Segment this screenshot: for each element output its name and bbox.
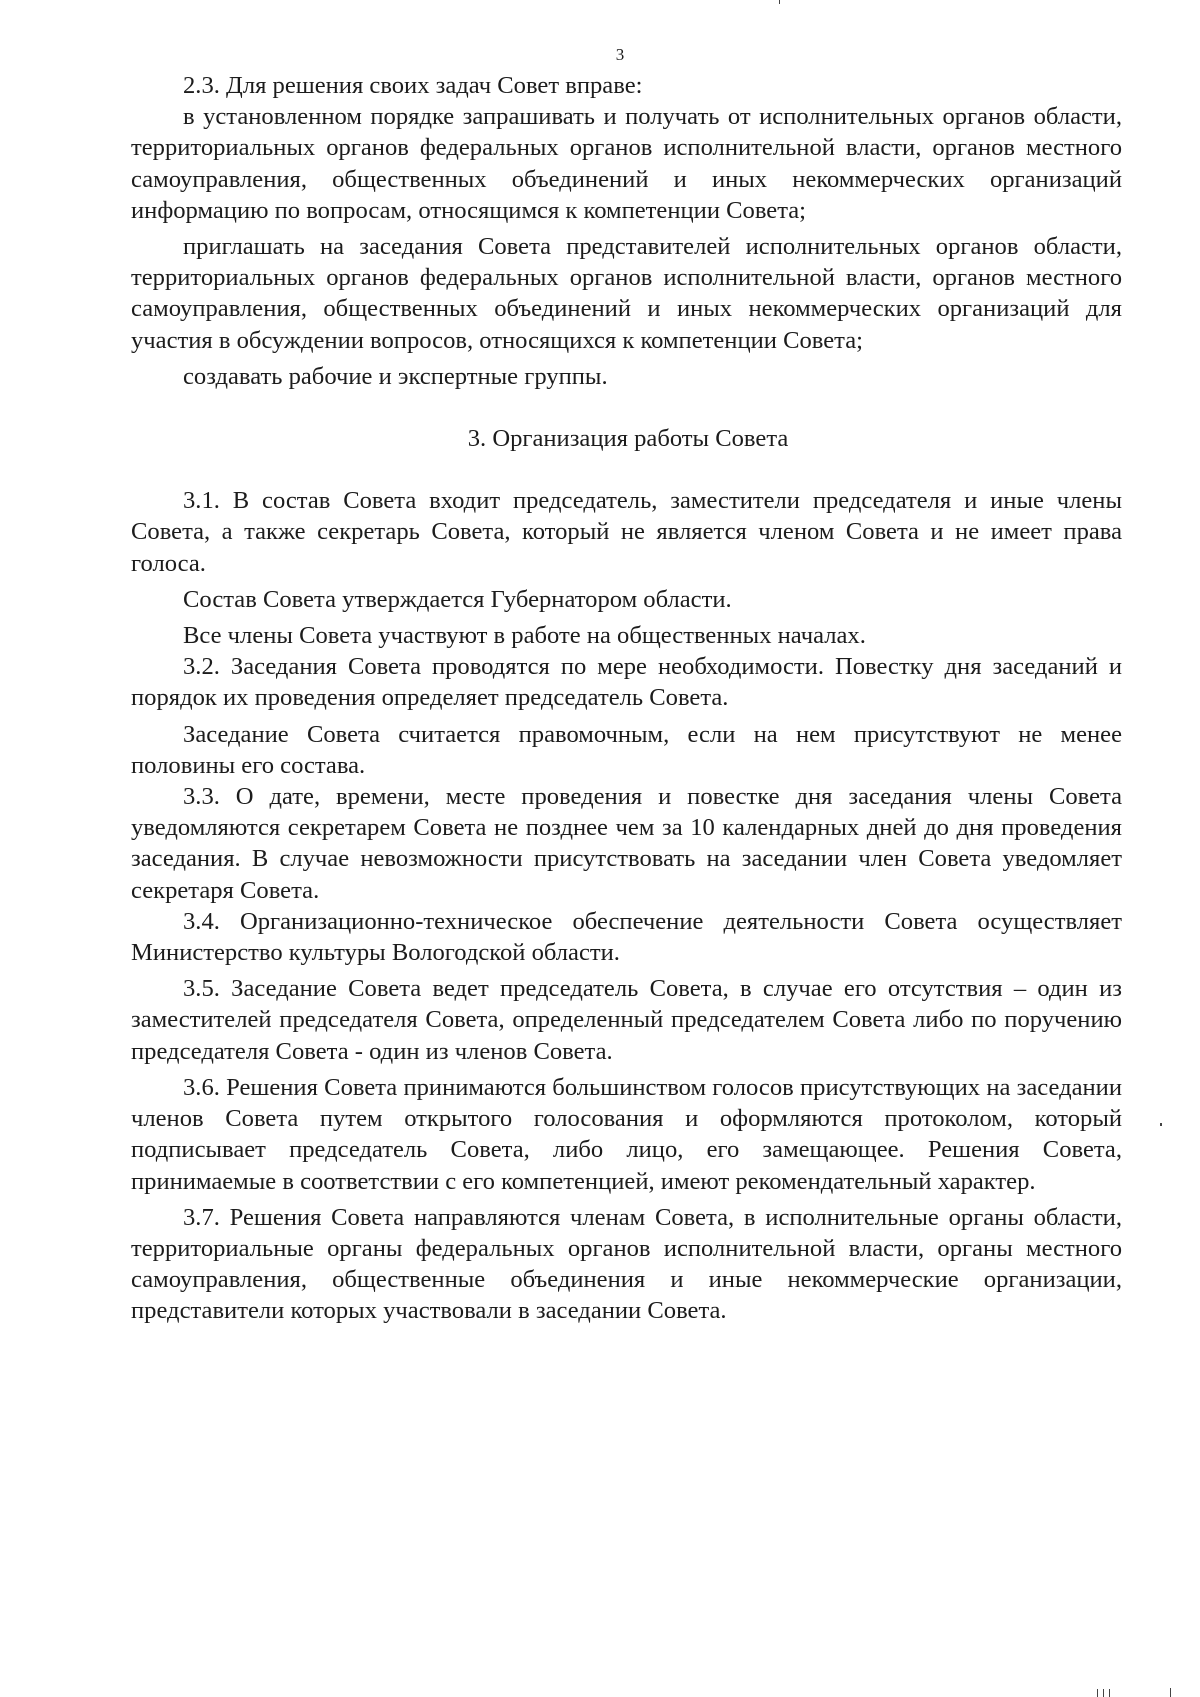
section-2-3-item: создавать рабочие и экспертные группы.: [183, 362, 608, 390]
section-2-3-item: в установленном порядке запрашивать и получать от исполнительных органов области, территориальных органов федеральных органов исполнительной власти, органов местного самоуправления, общественных объединений и иных некоммерческих организаций информацию по вопросам, относящимся к компетенции Совета;: [131, 103, 1122, 224]
scan-artifact: [1160, 1123, 1162, 1126]
paragraph-3-5: 3.5. Заседание Совета ведет председатель Совета, в случае его отсутствия – один из заместителей председателя Совета, определенный председателем Совета либо по поручению председателя Совета - один из членов Совета.: [131, 975, 1122, 1065]
paragraph-3-2: 3.2. Заседания Совета проводятся по мере необходимости. Повестку дня заседаний и порядок их проведения определяет председатель Совета.: [131, 653, 1122, 712]
paragraph-composition: Состав Совета утверждается Губернатором области.: [183, 585, 732, 613]
document-body: [131, 70, 1122, 1327]
scan-artifact: [1109, 1689, 1110, 1697]
paragraph-3-3: 3.3. О дате, времени, месте проведения и повестке дня заседания члены Совета уведомляются секретарем Совета не позднее чем за 10 календарных дней до дня проведения заседания. В случае невозможности присутствовать на заседании член Совета уведомляет секретаря Совета.: [131, 783, 1122, 904]
paragraph-quorum: Заседание Совета считается правомочным, если на нем присутствуют не менее половины его состава.: [131, 720, 1122, 779]
paragraph-3-1: 3.1. В состав Совета входит председатель, заместители председателя и иные члены Совета, а также секретарь Совета, который не является членом Совета и не имеет права голоса.: [131, 487, 1122, 577]
page-number: 3: [615, 45, 625, 64]
section-2-3-intro: 2.3. Для решения своих задач Совет вправе:: [183, 72, 643, 99]
scan-artifact: [779, 0, 780, 4]
scan-artifact: [1103, 1689, 1104, 1697]
section-2-3-item: приглашать на заседания Совета представителей исполнительных органов области, территориальных органов федеральных органов исполнительной власти, органов местного самоуправления, общественных объединений и иных некоммерческих организаций для участия в обсуждении вопросов, относящихся к компетенции Совета;: [131, 233, 1122, 354]
paragraph-3-7: 3.7. Решения Совета направляются членам Совета, в исполнительные органы области, территориальные органы федеральных органов исполнительной власти, органы местного самоуправления, общественные объединения и иные некоммерческие организации, представители которых участвовали в заседании Совета.: [131, 1203, 1122, 1325]
scan-artifact: [1097, 1689, 1098, 1697]
section-3-heading: 3. Организация работы Совета: [467, 425, 789, 453]
paragraph-3-4: 3.4. Организационно-техническое обеспечение деятельности Совета осуществляет Министерство культуры Вологодской области.: [131, 907, 1122, 967]
paragraph-volunteer: Все члены Совета участвуют в работе на общественных началах.: [183, 622, 866, 650]
scan-artifact: [1170, 1688, 1171, 1697]
paragraph-3-6: 3.6. Решения Совета принимаются большинством голосов присутствующих на заседании членов Совета путем открытого голосования и оформляются протоколом, который подписывает председатель Совета, либо лицо, его замещающее. Решения Совета, принимаемые в соответствии с его компетенцией, имеют рекомендательный характер.: [131, 1073, 1122, 1195]
